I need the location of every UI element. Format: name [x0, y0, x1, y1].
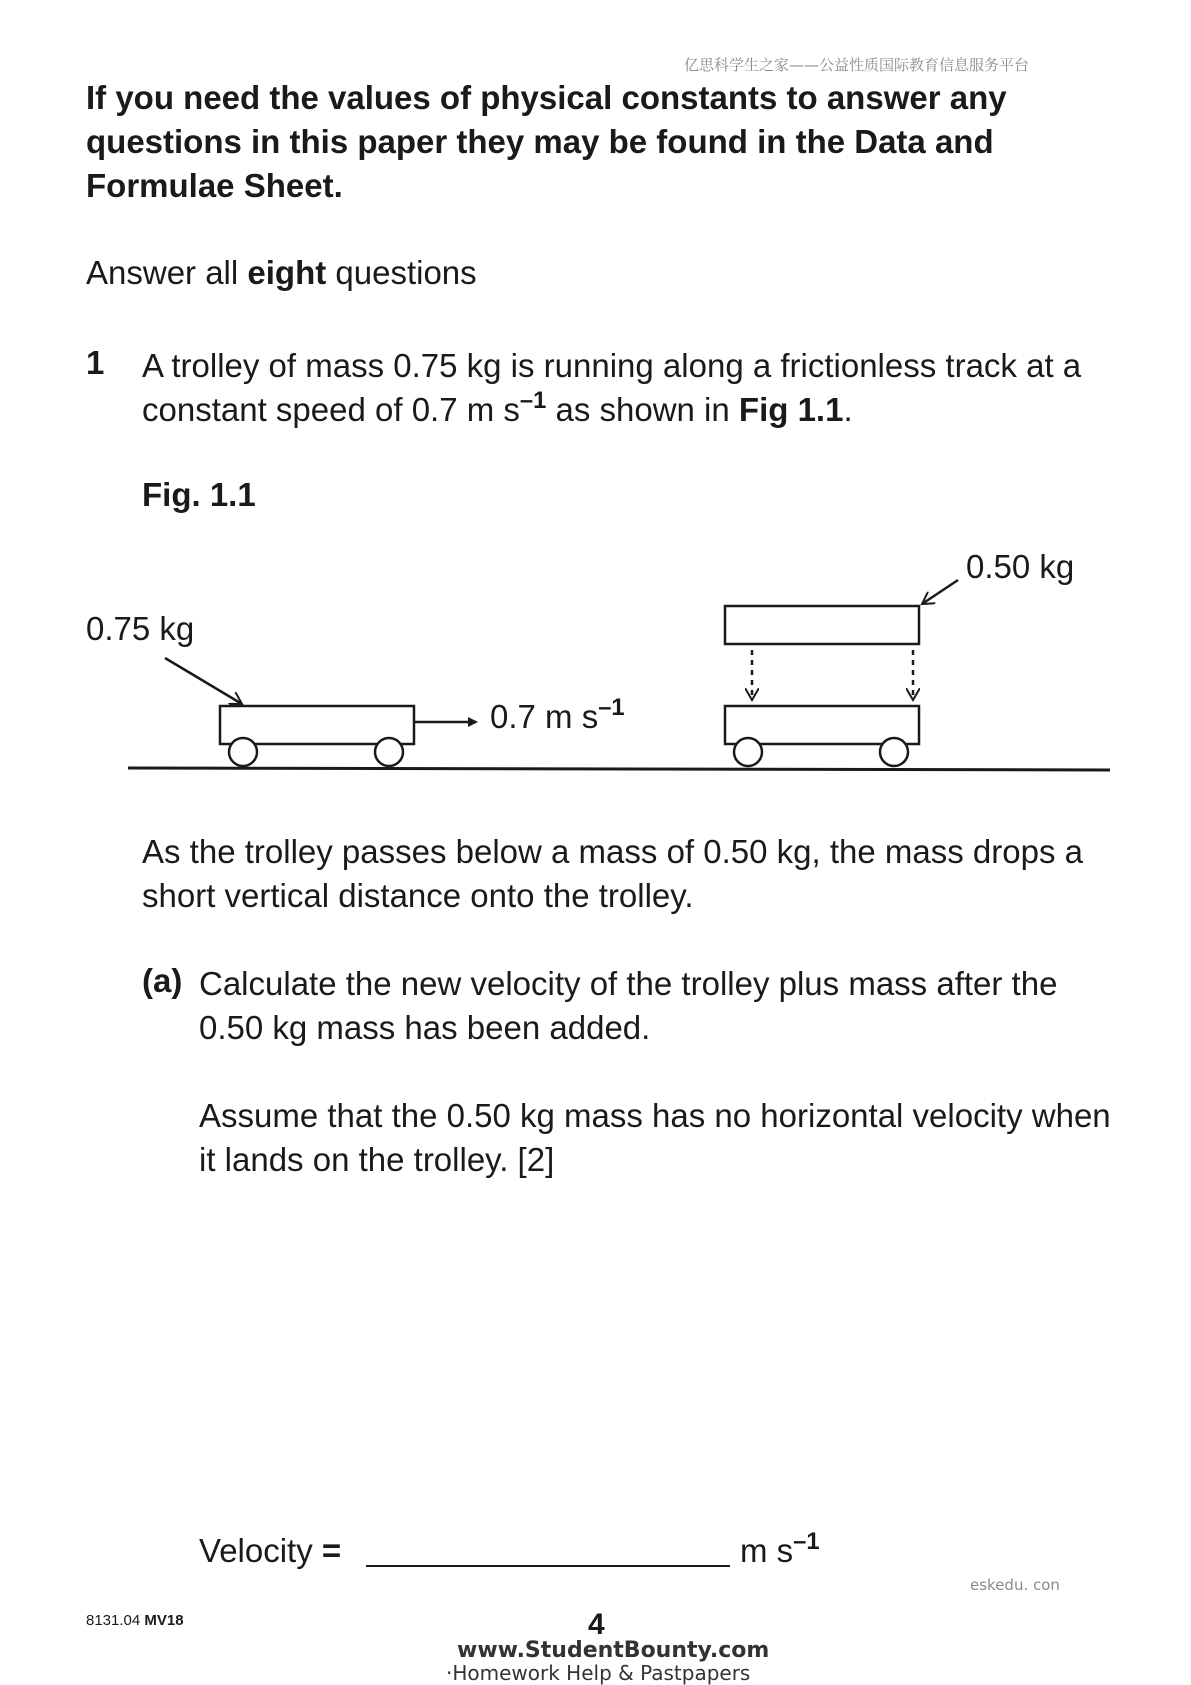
paper-code-bold: MV18	[144, 1612, 184, 1629]
question-number: 1	[86, 344, 105, 381]
trolley-right	[725, 706, 919, 766]
wheel	[880, 738, 908, 766]
trolley-mass-label: 0.75 kg	[86, 610, 195, 647]
figure-reference: Fig 1.1	[738, 391, 844, 428]
part-a-label: (a)	[142, 962, 183, 999]
wheel	[734, 738, 762, 766]
page-number: 4	[588, 1608, 605, 1641]
unit-value: m s	[740, 1532, 794, 1569]
site-link[interactable]: www.StudentBounty.com	[457, 1638, 770, 1663]
velocity-answer-label	[199, 1532, 341, 1570]
speed-sup: –1	[598, 693, 625, 721]
falling-mass-block	[725, 606, 919, 644]
equals-sign: =	[321, 1532, 342, 1569]
figure-label: Fig. 1.1	[142, 476, 256, 513]
question-text-c: .	[843, 391, 853, 428]
track-line	[128, 768, 1110, 770]
speed-label	[490, 693, 625, 736]
question-text-sup: –1	[519, 386, 547, 414]
speed-value: 0.7 m s	[490, 698, 599, 735]
question-paragraph: As the trolley passes below a mass of 0.50 kg, the mass drops a short vertical distance onto the trolley.	[142, 833, 1083, 914]
mass-pointer-right	[922, 580, 958, 604]
part-a-assumption: Assume that the 0.50 kg mass has no horizontal velocity when it lands on the trolley. [2]	[199, 1097, 1111, 1178]
paper-code-number: 8131.04	[86, 1612, 145, 1629]
mass-pointer-left	[165, 658, 242, 704]
figure-diagram	[0, 0, 1191, 800]
intro-instruction: If you need the values of physical constants to answer any questions in this paper they may be found in the Data and Formulae Sheet.	[86, 79, 1007, 204]
footer-watermark: eskedu. con	[970, 1576, 1060, 1594]
header-watermark: 亿思科学生之家——公益性质国际教育信息服务平台	[684, 56, 1030, 74]
question-text-a: A trolley of mass 0.75 kg is running along a frictionless track at a constant speed of 0.7 m s	[142, 347, 1082, 428]
wheel	[229, 738, 257, 766]
site-tagline: ·Homework Help & Pastpapers	[446, 1661, 751, 1685]
part-a-text: Calculate the new velocity of the trolley plus mass after the 0.50 kg mass has been added.	[199, 965, 1058, 1046]
question-text-b: as shown in	[546, 391, 739, 428]
paper-code	[86, 1612, 184, 1629]
instruction-suffix: questions	[326, 254, 477, 291]
instruction-prefix: Answer all	[86, 254, 248, 291]
unit-sup: –1	[793, 1527, 820, 1555]
trolley-left	[220, 706, 414, 766]
velocity-label: Velocity	[199, 1532, 322, 1569]
instruction-emphasis: eight	[247, 254, 327, 291]
velocity-unit	[740, 1527, 820, 1570]
falling-mass-label: 0.50 kg	[966, 548, 1075, 585]
answer-line[interactable]	[366, 1565, 730, 1567]
wheel	[375, 738, 403, 766]
